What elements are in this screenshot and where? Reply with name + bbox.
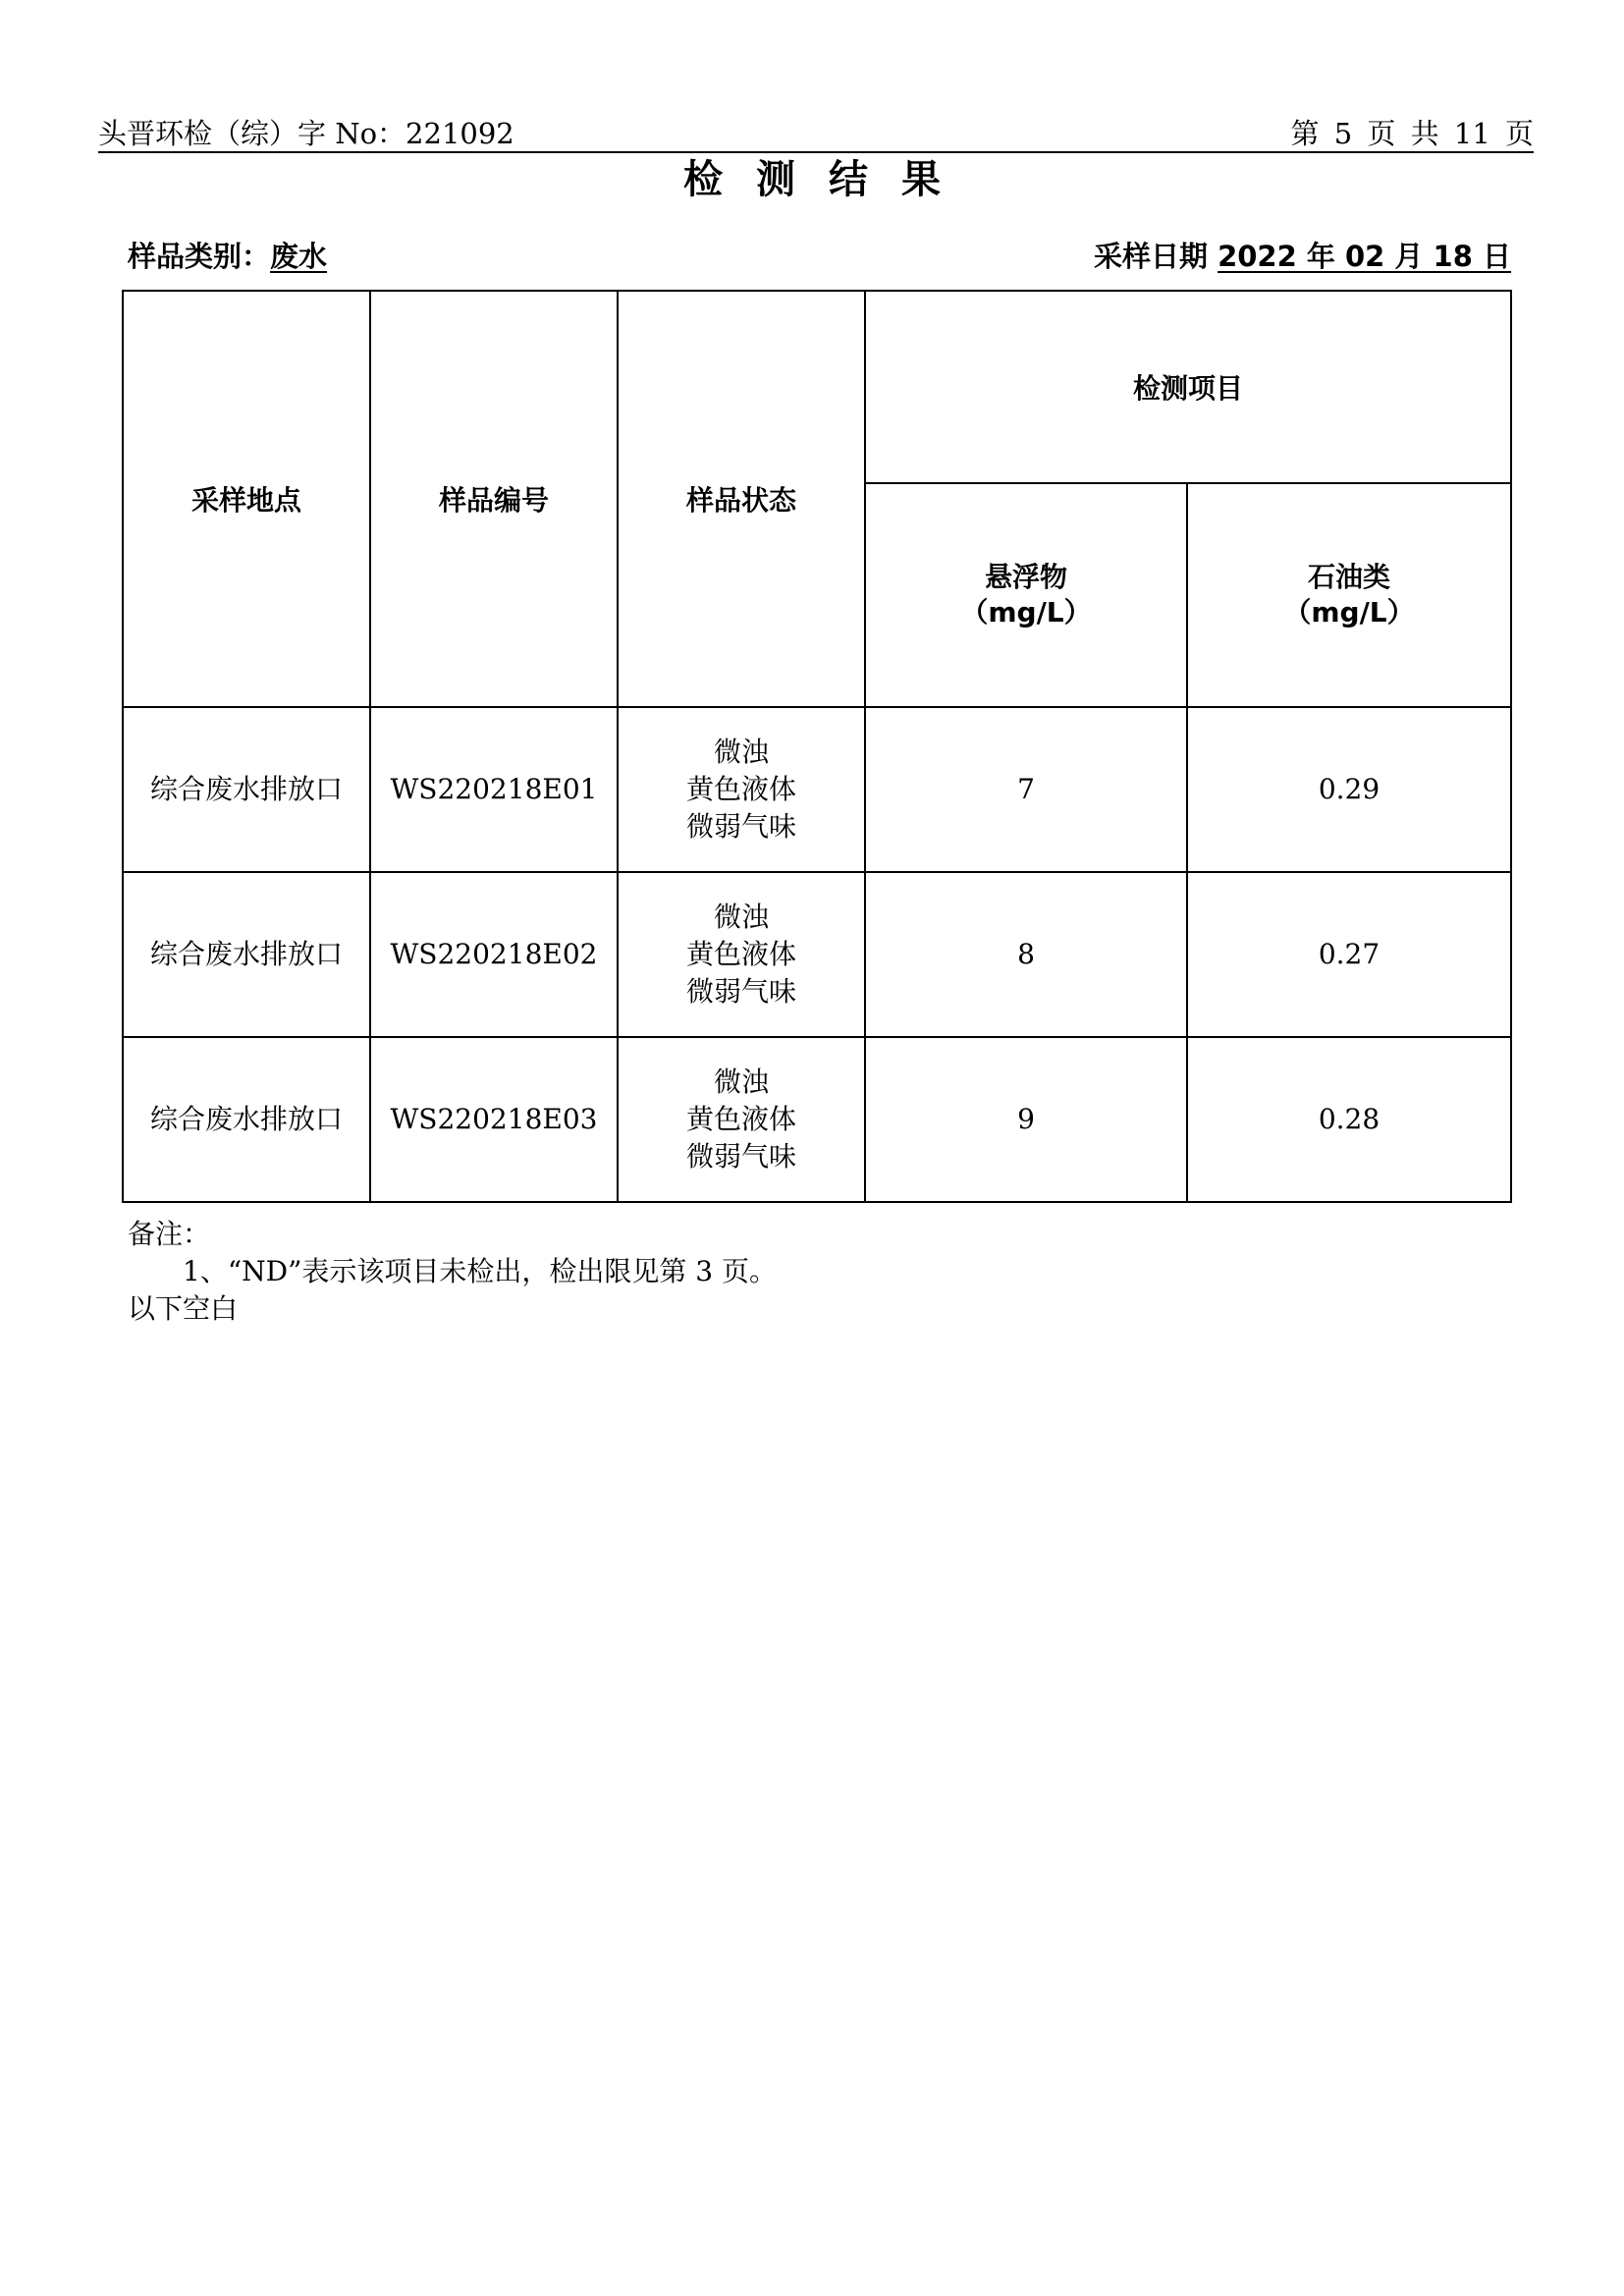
col-header-items: 检测项目	[865, 291, 1511, 483]
item-unit: （mg/L）	[1283, 596, 1415, 629]
state-line: 黄色液体	[685, 1103, 796, 1135]
cell-location: 综合废水排放口	[123, 872, 370, 1037]
state-line: 微浊	[713, 736, 769, 768]
table-header-row	[123, 291, 1511, 483]
item-unit: （mg/L）	[960, 596, 1092, 629]
col-header-suspended-solids	[865, 483, 1187, 707]
table-row	[123, 872, 1511, 1037]
sample-type	[128, 240, 327, 273]
cell-ss: 7	[865, 707, 1187, 872]
state-line: 黄色液体	[685, 938, 796, 970]
cell-state	[618, 707, 865, 872]
cell-oil: 0.29	[1187, 707, 1511, 872]
cell-oil: 0.28	[1187, 1037, 1511, 1202]
state-line: 微浊	[713, 901, 769, 933]
table-row	[123, 707, 1511, 872]
cell-location: 综合废水排放口	[123, 1037, 370, 1202]
cell-ss: 8	[865, 872, 1187, 1037]
page-info: 第 5 页 共 11 页	[1290, 117, 1534, 150]
state-line: 黄色液体	[685, 773, 796, 805]
state-line: 微弱气味	[685, 1140, 796, 1173]
col-header-state: 样品状态	[618, 291, 865, 707]
cell-sample-no: WS220218E02	[370, 872, 618, 1037]
page-title: 检测结果	[683, 157, 974, 202]
cell-state	[618, 1037, 865, 1202]
cell-ss: 9	[865, 1037, 1187, 1202]
cell-state	[618, 872, 865, 1037]
notes	[128, 1216, 777, 1328]
report-number: 头晋环检（综）字 No：221092	[98, 117, 514, 150]
cell-location: 综合废水排放口	[123, 707, 370, 872]
table-row	[123, 1037, 1511, 1202]
state-line: 微弱气味	[685, 975, 796, 1008]
page-header	[98, 116, 1534, 153]
sampling-date	[1094, 240, 1511, 273]
col-header-sample-no: 样品编号	[370, 291, 618, 707]
state-line: 微浊	[713, 1066, 769, 1098]
note-line: 1、“ND”表示该项目未检出，检出限见第 3 页。	[183, 1255, 778, 1287]
col-header-location: 采样地点	[123, 291, 370, 707]
cell-oil: 0.27	[1187, 872, 1511, 1037]
results-table	[122, 290, 1512, 1203]
item-name: 石油类	[1308, 561, 1391, 593]
sample-type-label: 样品类别：	[128, 240, 271, 273]
sample-type-value: 废水	[270, 240, 328, 273]
item-name: 悬浮物	[984, 561, 1067, 593]
cell-sample-no: WS220218E01	[370, 707, 618, 872]
sampling-date-value: 2022 年 02 月 18 日	[1218, 240, 1511, 273]
cell-sample-no: WS220218E03	[370, 1037, 618, 1202]
notes-label: 备注：	[128, 1218, 211, 1250]
notes-end: 以下空白	[128, 1292, 239, 1325]
sampling-date-label: 采样日期	[1093, 240, 1208, 273]
col-header-petroleum	[1187, 483, 1511, 707]
state-line: 微弱气味	[685, 810, 796, 843]
